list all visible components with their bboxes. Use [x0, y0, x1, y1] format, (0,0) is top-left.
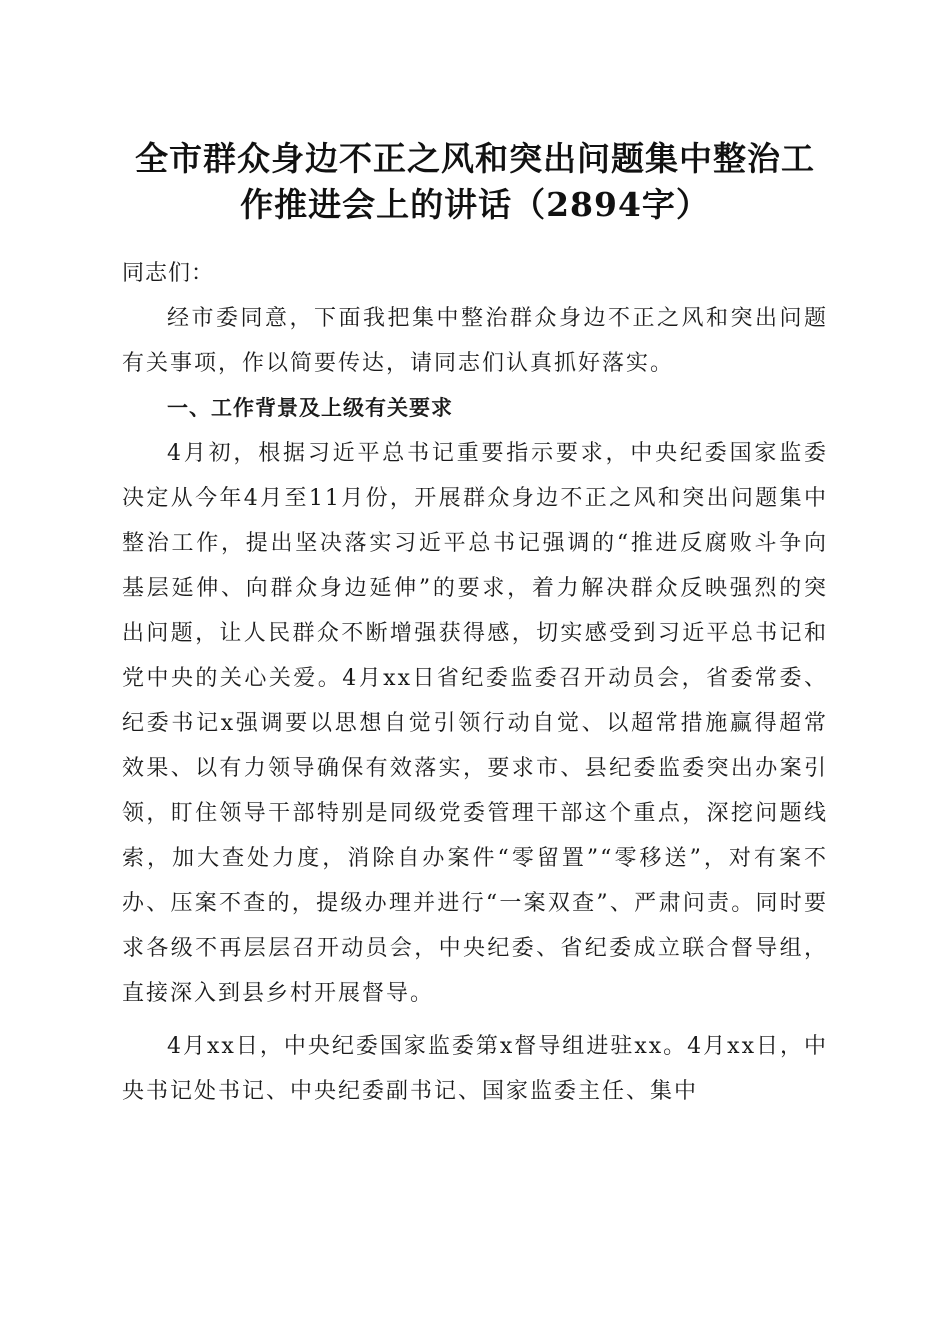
title-line-2: 作推进会上的讲话（2894字）: [240, 185, 710, 224]
body-paragraph-1: 4月初，根据习近平总书记重要指示要求，中央纪委国家监委决定从今年4月至11月份，开展群众身边不正之风和突出问题集中整治工作，提出坚决落实习近平总书记强调的“推进反腐败斗争向基层延伸、向群众身边延伸”的要求，着力解决群众反映强烈的突出问题，让人民群众不断增强获得感，切实感受到习近平总书记和党中央的关心关爱。4月xx日省纪委监委召开动员会，省委常委、纪委书记x强调要以思想自觉引领行动自觉、以超常措施赢得超常效果、以有力领导确保有效落实，要求市、县纪委监委突出办案引领，盯住领导干部特别是同级党委管理干部这个重点，深挖问题线索，加大查处力度，消除自办案件“零留置”“零移送”，对有案不办、压案不查的，提级办理并进行“一案双查”、严肃问责。同时要求各级不再层层召开动员会，中央纪委、省纪委成立联合督导组，直接深入到县乡村开展督导。: [122, 441, 828, 1006]
section-heading: 一、工作背景及上级有关要求: [167, 396, 453, 420]
document-title: [100, 136, 850, 228]
salutation: 同志们：: [122, 261, 215, 286]
paragraph-spacer: [122, 1016, 828, 1024]
intro-paragraph: 经市委同意，下面我把集中整治群众身边不正之风和突出问题有关事项，作以简要传达，请同志们认真抓好落实。: [122, 306, 828, 376]
body-paragraph-2: 4月xx日，中央纪委国家监委第x督导组进驻xx。4月xx日，中央书记处书记、中央纪委副书记、国家监委主任、集中: [122, 1034, 828, 1104]
title-line-1: 全市群众身边不正之风和突出问题集中整治工: [135, 139, 815, 178]
document-body: [122, 251, 828, 1114]
